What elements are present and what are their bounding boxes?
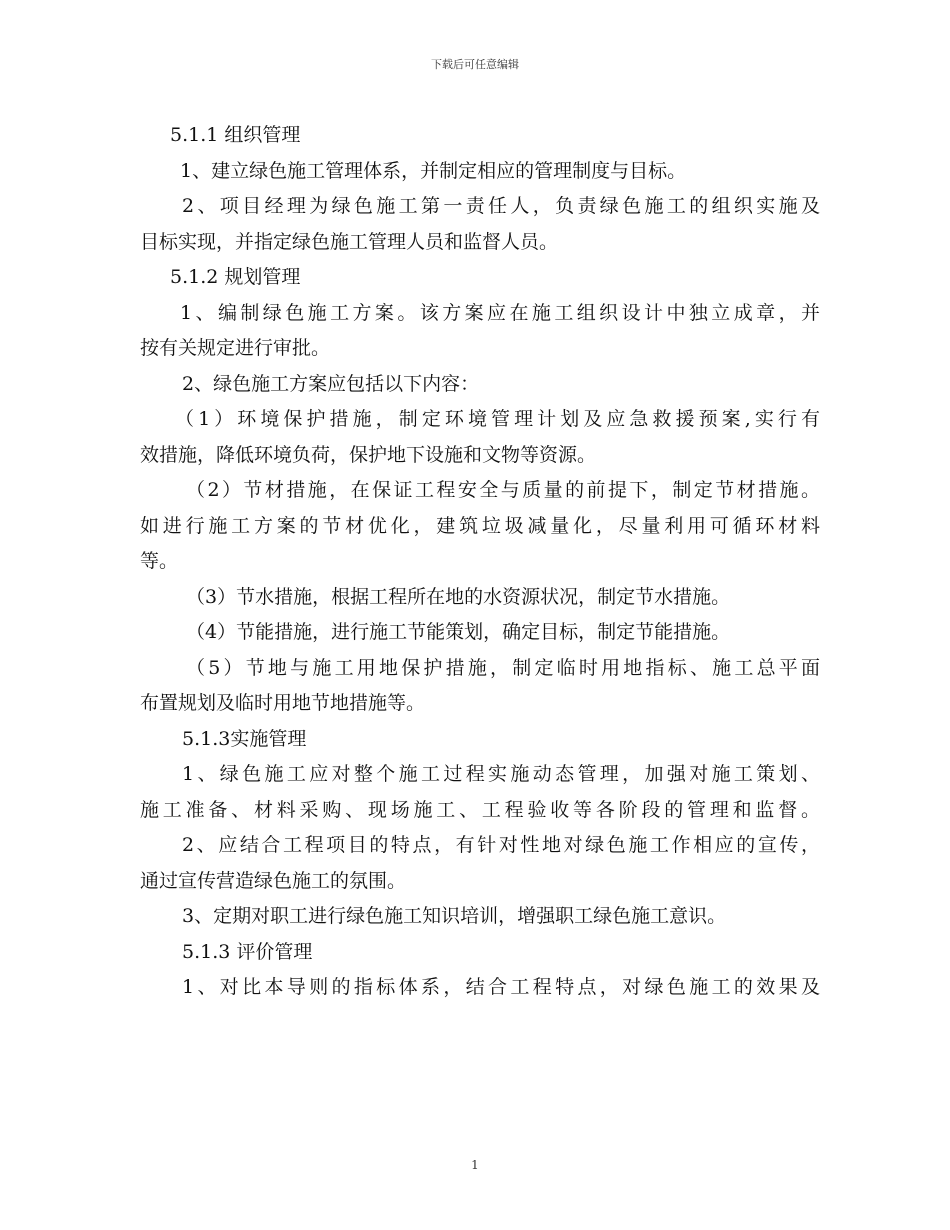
paragraph-line: 目标实现，并指定绿色施工管理人员和监督人员。 — [140, 230, 559, 253]
paragraph-line: （2）节材措施，在保证工程安全与质量的前提下，制定节材措施。 — [186, 479, 820, 501]
section-heading-5-1-2: 5.1.2 规划管理 — [170, 266, 301, 288]
paragraph-line: （3）节水措施，根据工程所在地的水资源状况，制定节水措施。 — [186, 585, 731, 608]
page-header: 下载后可任意编辑 — [431, 58, 519, 71]
section-heading-5-1-3: 5.1.3实施管理 — [182, 727, 307, 750]
paragraph-line: 等。 — [140, 550, 179, 572]
paragraph-line: （1）环境保护措施，制定环境管理计划及应急救援预案,实行有 — [175, 408, 820, 430]
paragraph-line: 2、绿色施工方案应包括以下内容： — [182, 372, 480, 395]
paragraph-line: 效措施，降低环境负荷，保护地下设施和文物等资源。 — [140, 443, 597, 466]
paragraph-line: （5）节地与施工用地保护措施，制定临时用地指标、施工总平面 — [186, 656, 820, 679]
paragraph-line: 1、绿色施工应对整个施工过程实施动态管理，加强对施工策划、 — [182, 763, 820, 785]
paragraph-line: 1、建立绿色施工管理体系，并制定相应的管理制度与目标。 — [180, 159, 687, 182]
paragraph-line: 3、定期对职工进行绿色施工知识培训，增强职工绿色施工意识。 — [182, 905, 727, 927]
paragraph-line: 如进行施工方案的节材优化，建筑垃圾减量化，尽量利用可循环材料 — [140, 514, 820, 537]
document-body — [140, 118, 820, 1006]
paragraph-line: （4）节能措施，进行施工节能策划，确定目标，制定节能措施。 — [186, 621, 731, 643]
paragraph-line: 通过宣传营造绿色施工的氛围。 — [140, 869, 407, 892]
paragraph-line: 2、应结合工程项目的特点，有针对性地对绿色施工作相应的宣传， — [182, 834, 820, 856]
paragraph-line: 1、编制绿色施工方案。该方案应在施工组织设计中独立成章，并 — [180, 301, 820, 324]
paragraph-line: 按有关规定进行审批。 — [140, 337, 331, 359]
paragraph-line: 1、对比本导则的指标体系，结合工程特点，对绿色施工的效果及 — [182, 976, 820, 998]
paragraph-line: 2、项目经理为绿色施工第一责任人，负责绿色施工的组织实施及 — [182, 195, 820, 217]
paragraph-line: 布置规划及临时用地节地措施等。 — [140, 692, 426, 714]
page-number: 1 — [471, 1158, 479, 1172]
section-heading-5-1-1: 5.1.1 组织管理 — [170, 124, 301, 146]
section-heading-5-1-3-evaluation: 5.1.3 评价管理 — [182, 940, 313, 963]
paragraph-line: 施工准备、材料采购、现场施工、工程验收等各阶段的管理和监督。 — [140, 798, 820, 821]
